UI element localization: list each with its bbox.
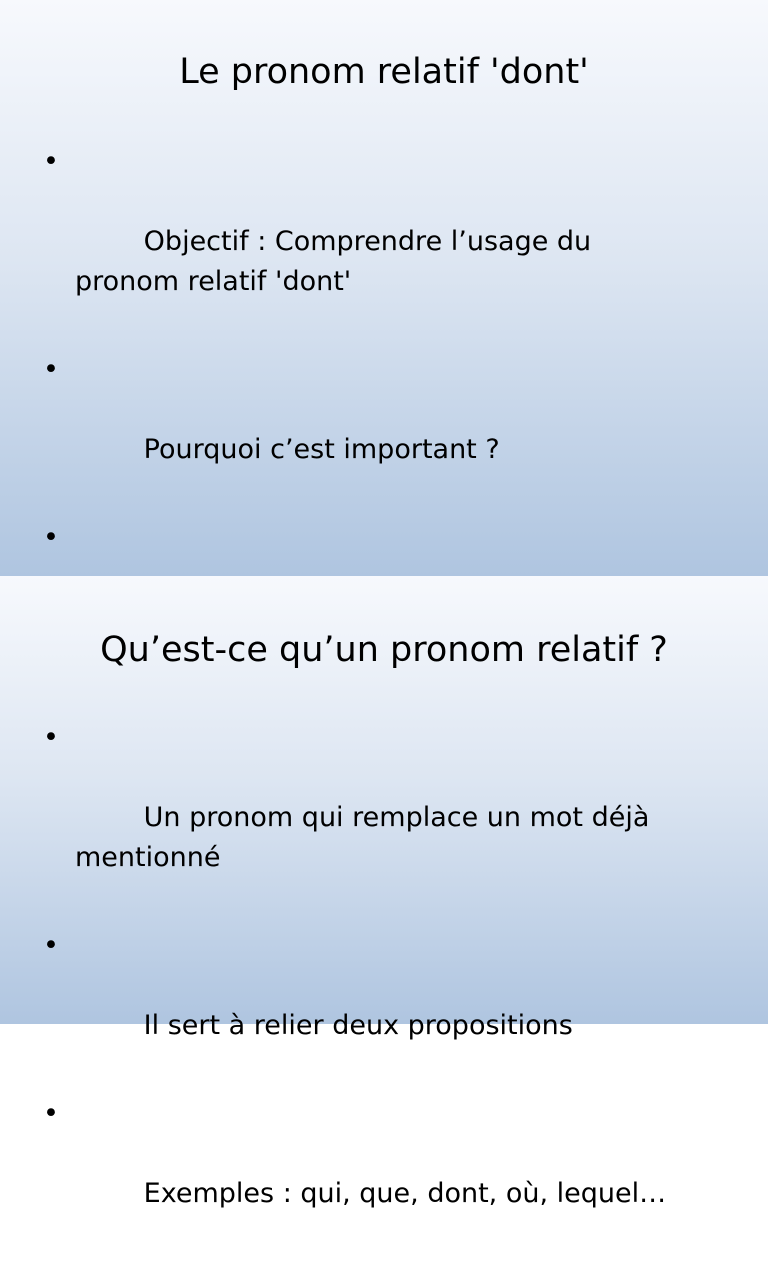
- bullet-icon: •: [43, 354, 59, 385]
- bullet-text: Il sert à relier deux propositions: [143, 1010, 573, 1041]
- bullet-list: [0, 718, 700, 1262]
- bullet-icon: •: [43, 522, 59, 553]
- bullet-item: [0, 142, 700, 342]
- bullet-item: [0, 926, 700, 1086]
- bullet-icon: •: [43, 722, 59, 753]
- bullet-item: [0, 1094, 700, 1254]
- bullet-icon: •: [43, 1098, 59, 1129]
- slide-title: Le pronom relatif 'dont': [179, 52, 589, 92]
- bullet-text: Un pronom qui remplace un mot déjà mentionné: [75, 802, 658, 873]
- bullet-item: [0, 350, 700, 510]
- slide-title: Qu’est-ce qu’un pronom relatif ?: [100, 630, 668, 670]
- bullet-icon: •: [43, 146, 59, 177]
- bullet-text: Exemples : qui, que, dont, où, lequel…: [143, 1178, 667, 1209]
- bullet-icon: •: [43, 930, 59, 961]
- bullet-item: [0, 718, 700, 918]
- slide-1: [0, 0, 768, 576]
- bullet-text: Pourquoi c’est important ?: [143, 434, 500, 465]
- bullet-text: Objectif : Comprendre l’usage du pronom relatif 'dont': [75, 226, 600, 297]
- slide-2: [0, 576, 768, 1209]
